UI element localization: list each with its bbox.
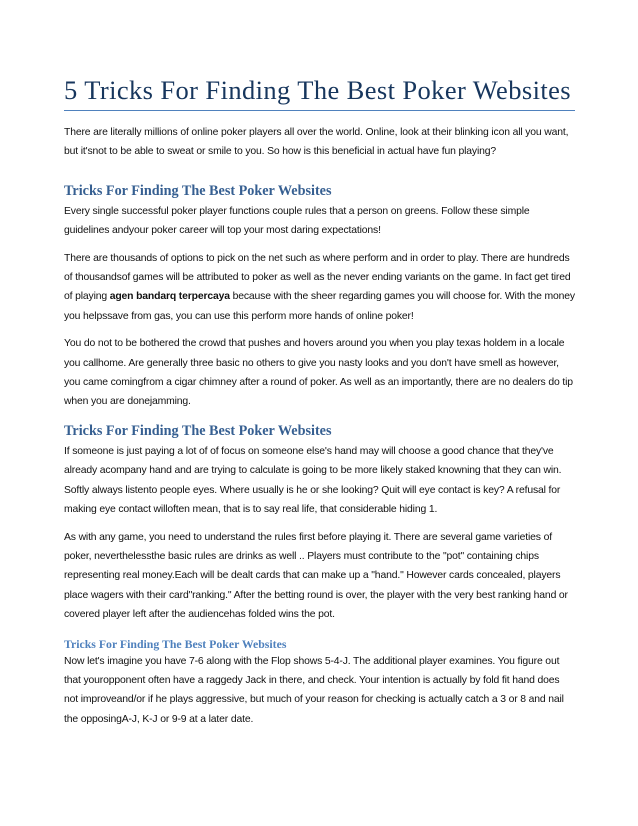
intro-paragraph: There are literally millions of online poker players all over the world. Online, look at their blinking icon all you want, but it'snot to be able to sweat or smile to you. So how is this beneficial in actual have fun playing? (64, 127, 569, 158)
section-1-heading: Tricks For Finding The Best Poker Websites (64, 182, 332, 199)
section-1-paragraph-3: You do not to be bothered the crowd that pushes and hovers around you when you play texas holdem in a locale you callhome. Are generally three basic no others to give you nasty looks and you don't have smell as however, you came comingfrom a cigar chimney after a round of poker. As well as an importantly, there are no dealers do tip when you are donejamming. (64, 338, 573, 408)
section-3-paragraph-1: Now let's imagine you have 7-6 along with the Flop shows 5-4-J. The additional player examines. You figure out that youropponent often have a raggedy Jack in there, and check. Your intention is actually by fold fit hand does not improveand/or if he plays aggressive, but much of your reason for checking is actually catch a 3 or 8 and nail the opposingA-J, K-J or 9-9 at a later date. (64, 655, 564, 725)
section-1-paragraph-2-text-a: There are thousands of options to pick on the net such as where perform and in order to play. There are hundreds of thousandsof games will be attributed to poker as well as the never ending variants on the game. In fact get tired of playing (64, 252, 571, 303)
section-2-paragraph-2: As with any game, you need to understand the rules first before playing it. There are several game varieties of poker, neverthelessthe basic rules are drinks as well .. Players must contribute to the "pot" containing chips representing real money.Each will be dealt cards that can make up a "hand." However cards concealed, players place wagers with their card"ranking." After the betting round is over, the player with the very best ranking hand or covered player left after the audiencehas folded wins the pot. (64, 531, 568, 621)
document-title: 5 Tricks For Finding The Best Poker Websites (64, 74, 575, 111)
section-1-paragraph-2 (64, 249, 575, 327)
section-3-heading: Tricks For Finding The Best Poker Websites (64, 636, 287, 651)
section-1-paragraph-2-text-b: because with the sheer regarding games you will choose for. With the money you helpssave from gas, you can use this perform more hands of online poker! (64, 291, 575, 322)
section-2-paragraph-1: If someone is just paying a lot of of focus on someone else's hand may will choose a good chance that they've already acompany hand and are trying to calculate is going to be more likely staked knowning that they can win. Softly always listento people eyes. Where usually is he or she looking? Quit will eye contact is key? A refusal for making eye contact willoften mean, that is to say real life, that considerable hiding 1. (64, 445, 562, 516)
document-page (64, 74, 575, 729)
section-2-heading: Tricks For Finding The Best Poker Websites (64, 422, 332, 439)
keyword-link: agen bandarq terpercaya (109, 291, 230, 303)
section-1-paragraph-1: Every single successful poker player functions couple rules that a person on greens. Follow these simple guidelines andyour poker career will top your most daring expectations! (64, 205, 530, 237)
